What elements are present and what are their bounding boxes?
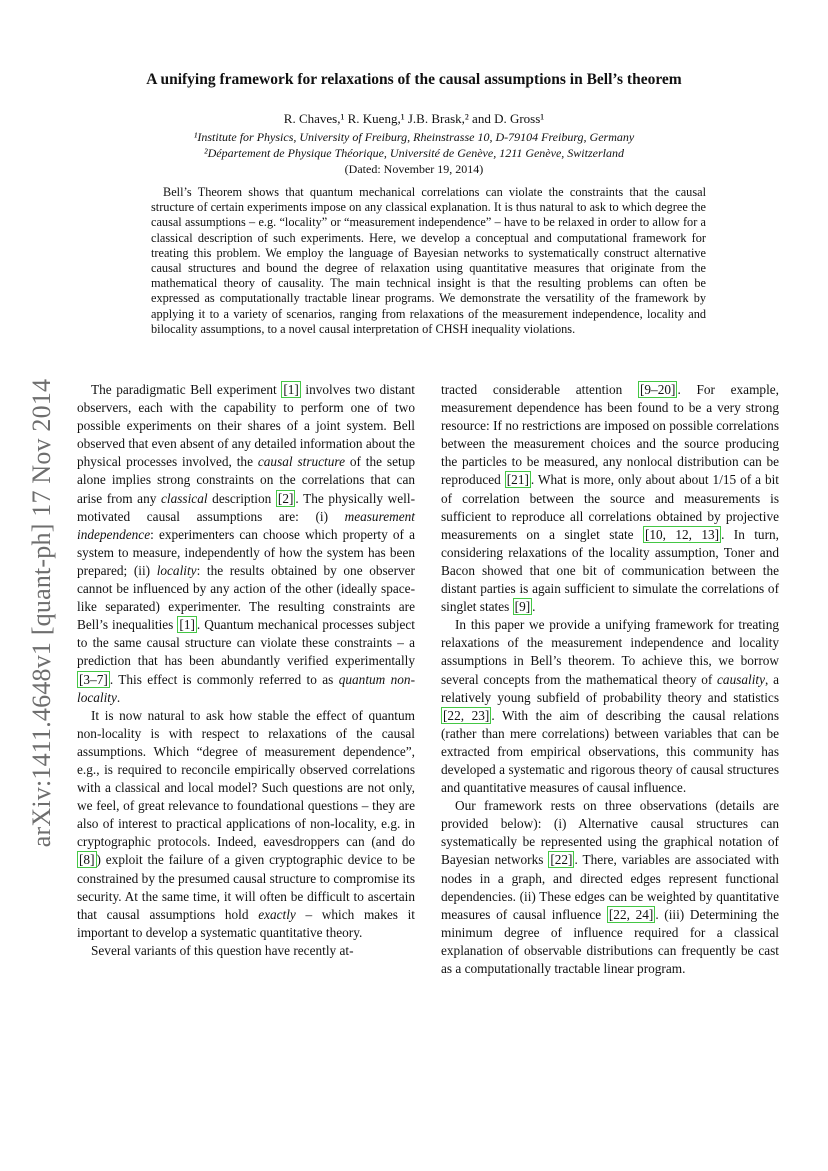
citation-link[interactable]: [9] <box>514 599 531 615</box>
citation-link[interactable]: [21] <box>506 472 529 488</box>
authors: R. Chaves,¹ R. Kueng,¹ J.B. Brask,² and D. Gross¹ <box>283 111 545 126</box>
citation-link[interactable]: [22, 24] <box>608 906 654 922</box>
paragraph: Our framework rests on three observations (details are provided below): (i) Alternative causal structures can systematically be represented using the graphical notation of Bayesian networks [22] . There, variables are associated with nodes in a graph, and directed edges represent functional dependencies. (ii) These edges can be weighted by quantitative measures of causal influence [22, 24] . (iii) Determining the minimum degree of influence required for a classical explanation of observable distributions can frequently be cast as a computationally tractable linear program. <box>441 798 779 976</box>
abstract: Bell’s Theorem shows that quantum mechanical correlations can violate the constraints that the causal structure of certain experiments impose on any classical explanation. It is thus natural to ask to which degree the causal assumptions – e.g. “locality” or “measurement independence” – have to be relaxed in order to allow for a classical description of such experiments. Here, we develop a conceptual and computational framework for treating this problem. We employ the language of Bayesian networks to systematically construct alternative causal structures and bound the degree of relaxation using quantitative measures that originate from the mathematical theory of causality. The main technical insight is that the resulting problems can often be expressed as computationally tractable linear programs. We demonstrate the versatility of the framework by applying it to a variety of scenarios, ranging from relaxations of the measurement independence, locality and bilocality assumptions, to a novel causal interpretation of CHSH inequality violations. <box>151 185 706 336</box>
affiliation-2: ²Département de Physique Théorique, Université de Genève, 1211 Genève, Switzerland <box>204 146 624 160</box>
arxiv-stamp-text: arXiv:1411.4648v1 [quant-ph] 17 Nov 2014 <box>27 378 56 848</box>
paragraph: It is now natural to ask how stable the effect of quantum non-locality is with respect to relaxations of the causal assumptions. Which “degree of measurement dependence”, e.g., is required to reconcile empirically observed correlations with a classical and local model? Such questions are not only, we feel, of great relevance to foundational questions – they are also of interest to practical applications of non-locality, e.g. in cryptographic protocols. Indeed, eavesdroppers can (and do [8] ) exploit the failure of a given cryptographic device to be constrained by the presumed causal structure to compromise its security. At the same time, it will often be difficult to ascertain that causal assumptions hold exactly – which makes it important to develop a systematic quantitative theory. <box>77 707 415 940</box>
citation-link[interactable]: [22, 23] <box>443 707 490 723</box>
paragraph: tracted considerable attention [9–20] . For example, measurement dependence has been found to be a very strong resource: If no restrictions are imposed on possible correlations between the measurement choices and the source producing the particles to be measured, any nonlocal distribution can be reproduced [21] . What is more, only about about 1/15 of a bit of correlation between the source and measurements is sufficient to reproduce all correlations obtained by projective measurements on a singlet state [10, 12, 13] . In turn, considering relaxations of the locality assumption, Toner and Bacon showed that one bit of communication between the distant parties is again sufficient to simulate the correlations of singlet states [9] . <box>441 382 779 615</box>
citation-link[interactable]: [2] <box>277 490 294 506</box>
citation-link[interactable]: [1] <box>283 382 299 397</box>
left-column <box>77 381 415 960</box>
paper-title: A unifying framework for relaxations of the causal assumptions in Bell’s theorem <box>146 71 682 88</box>
citation-link[interactable]: [1] <box>179 617 195 633</box>
affiliation-1: ¹Institute for Physics, University of Freiburg, Rheinstrasse 10, D-79104 Freiburg, Germany <box>193 130 635 144</box>
arxiv-stamp <box>12 353 72 873</box>
citation-link[interactable]: [10, 12, 13] <box>644 526 720 542</box>
citation-link[interactable]: [8] <box>79 852 95 868</box>
right-column <box>441 381 779 978</box>
citation-link[interactable]: [9–20] <box>639 382 676 397</box>
paragraph: In this paper we provide a unifying framework for treating relaxations of the measurement independence and locality assumptions in Bell’s theorem. To achieve this, we borrow several concepts from the mathematical theory of causality, a relatively young subfield of probability theory and statistics [22, 23] . With the aim of describing the causal relations (rather than mere correlations) between variables that can be extracted from empirical observations, this community has developed a systematic and rigorous theory of causal structures and quantitative measures of causal influence. <box>441 617 779 796</box>
citation-link[interactable]: [22] <box>550 852 573 868</box>
date-line: (Dated: November 19, 2014) <box>344 162 484 176</box>
paragraph: Several variants of this question have recently at- <box>91 942 354 958</box>
citation-link[interactable]: [3–7] <box>79 671 108 687</box>
paragraph: The paradigmatic Bell experiment [1] involves two distant observers, each with the capability to perform one of two possible experiments on their shares of a joint system. Bell observed that even absent of any detailed information about the physical processes involved, the causal structure of the setup alone implies strong constraints on the correlations that can arise from any classical description [2] . The physically well-motivated causal assumptions are: (i) measurement independence: experimenters can choose which property of a system to measure, independently of how the system has been prepared; (ii) locality: the results obtained by one observer cannot be influenced by any action of the other (ideally space-like separated) experimenter. The resulting constraints are Bell’s inequalities [1] . Quantum mechanical processes subject to the same causal structure can violate these constraints – a prediction that has been abundantly verified experimentally [3–7] . This effect is commonly referred to as quantum non-locality. <box>77 382 415 705</box>
